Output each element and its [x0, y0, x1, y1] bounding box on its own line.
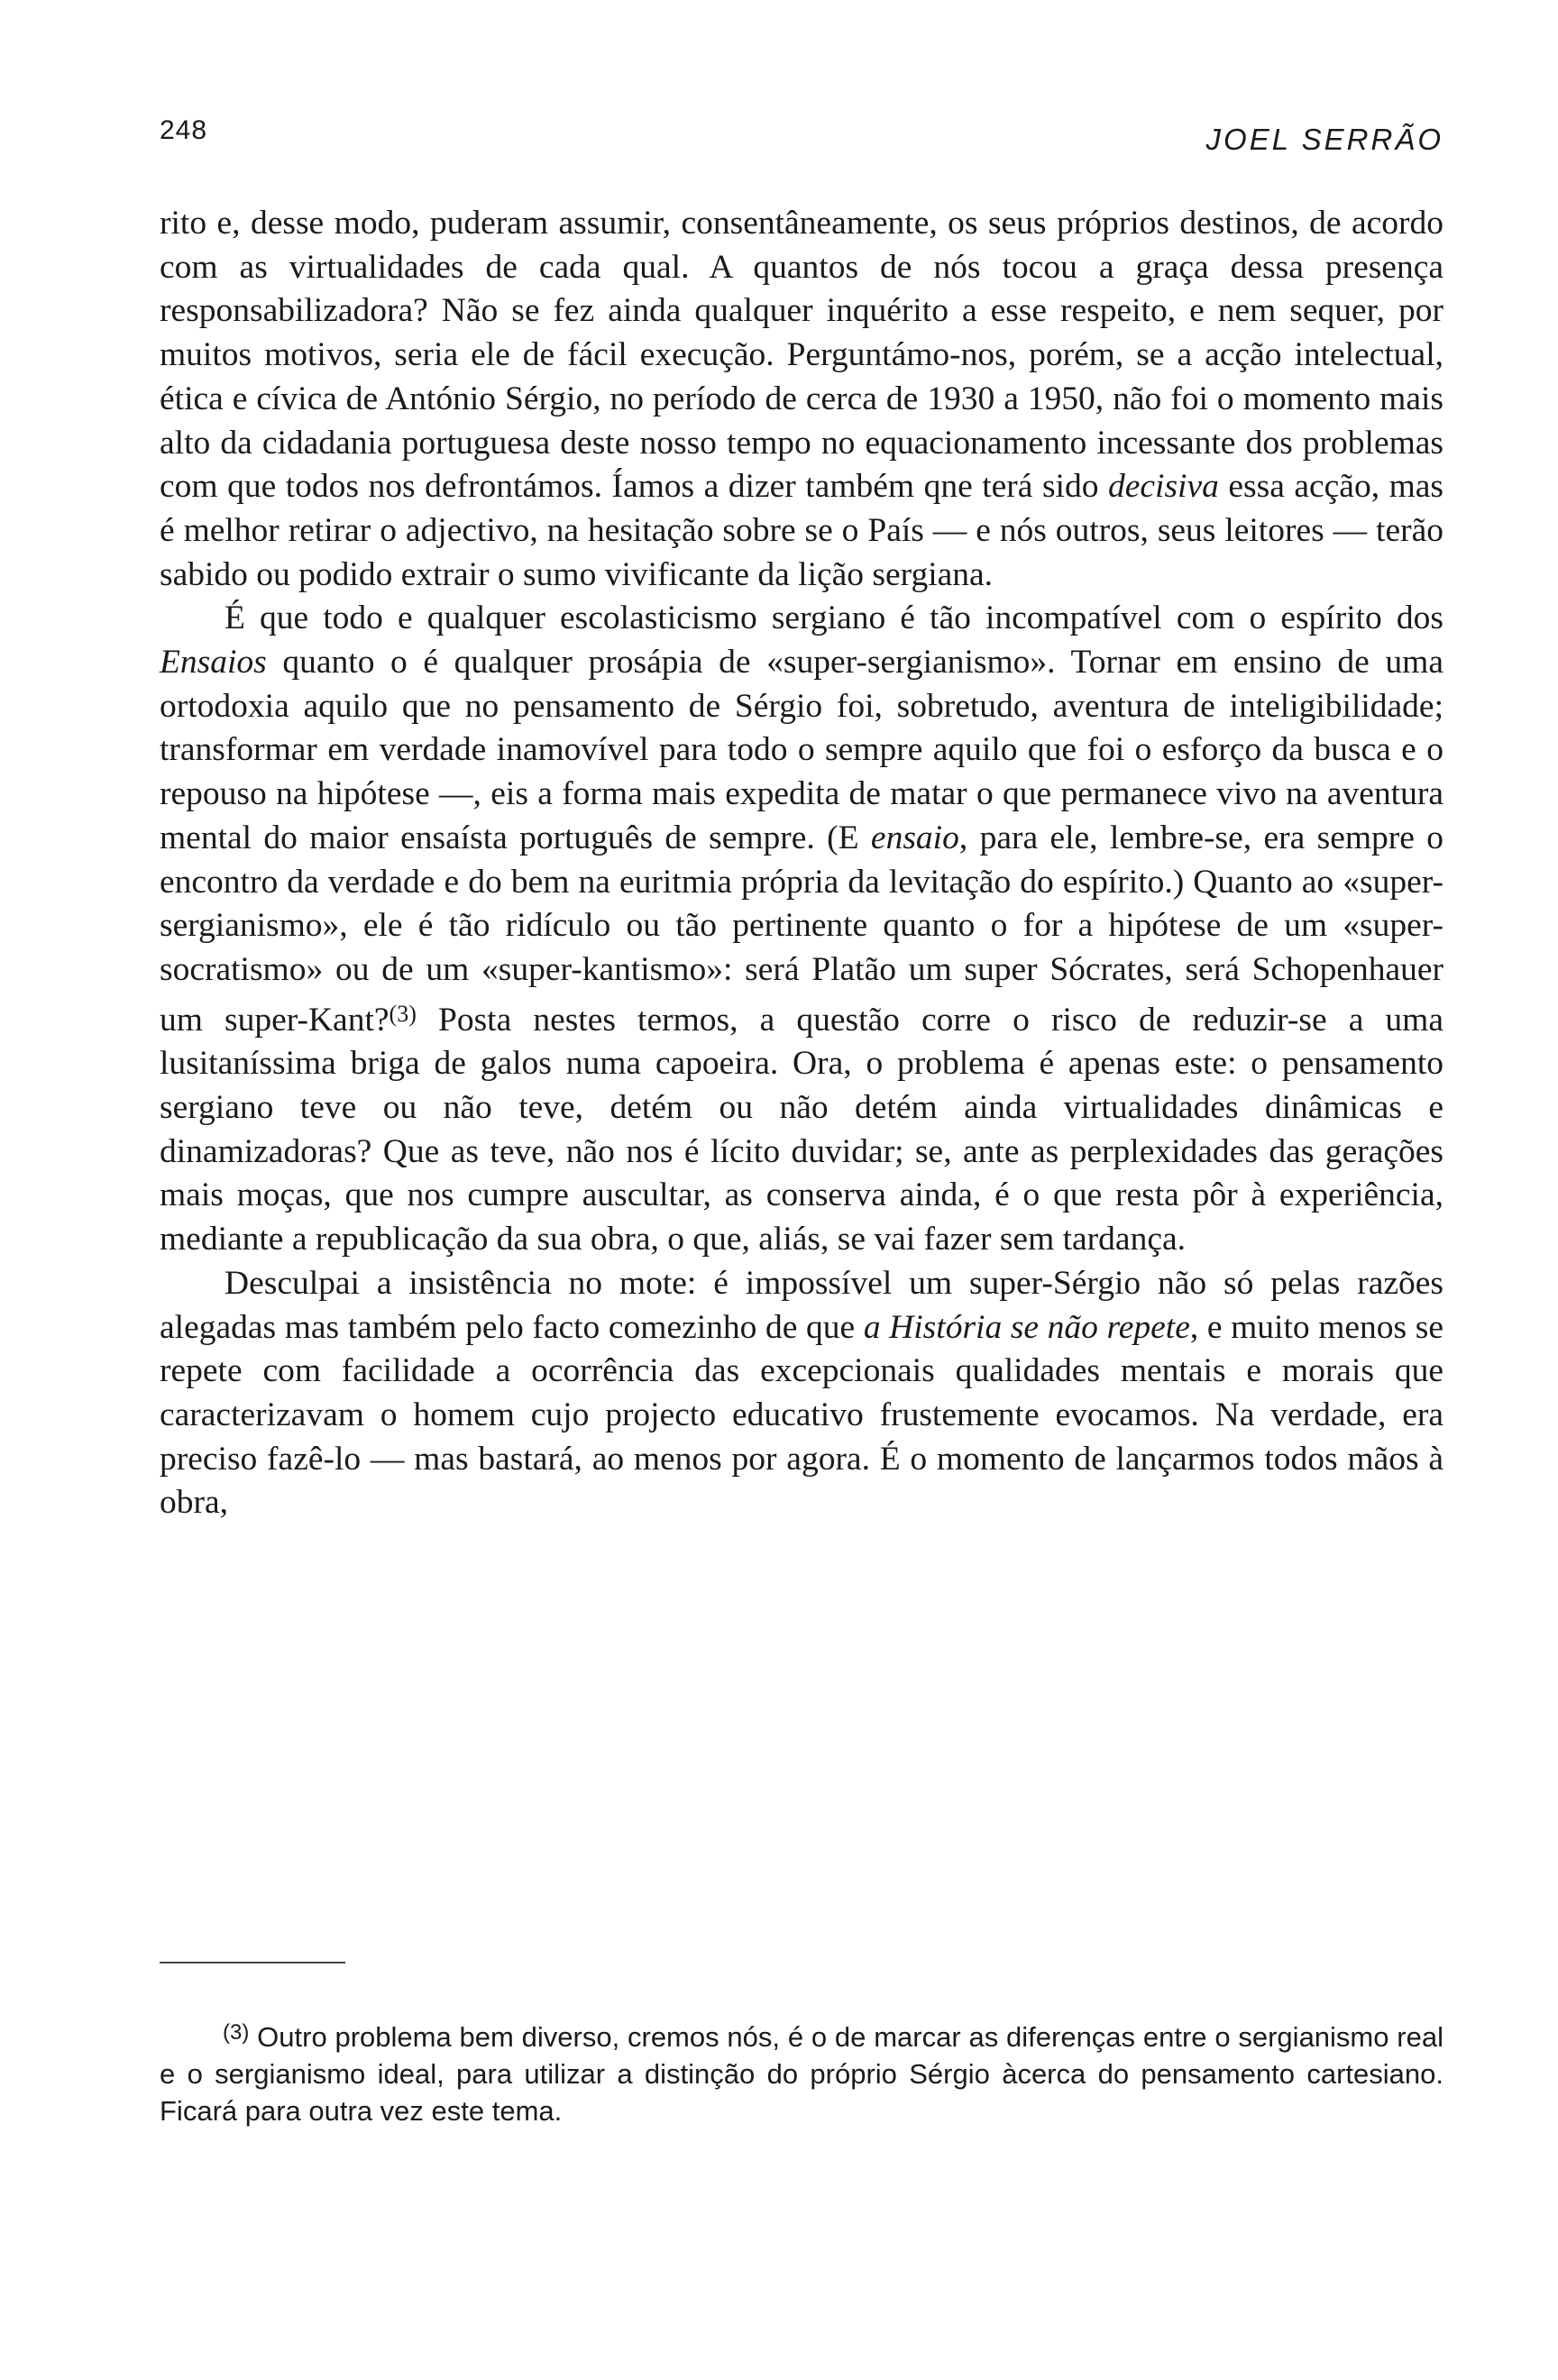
footnote-mark: (3) — [223, 2020, 250, 2045]
footnote-reference: (3) — [389, 1000, 417, 1027]
italic-text: a História se não repete — [863, 1308, 1190, 1346]
paragraph-1 — [160, 202, 1443, 597]
footnote-divider — [160, 1962, 345, 1964]
page-number: 248 — [160, 115, 208, 145]
text-run: quanto o é qualquer prosápia de «super-sergianismo». Tornar em ensino de uma ortodoxia aquilo que no pensamento de Sérgio foi, sobretudo, aventura de inteligibilidade; transformar em verdade inamovível para todo o sempre aquilo que foi o esforço da busca e o repouso na hipótese —, eis a forma mais expedita de matar o que permanece vivo na aventura mental do maior ensaísta português de sempre. (E — [160, 644, 1443, 856]
text-run: Posta nestes termos, a questão corre o risco de reduzir-se a uma lusitaníssima briga de galos numa capoeira. Ora, o problema é apenas este: o pensamento sergiano teve ou não teve, detém ou não detém ainda virtualidades dinâmicas e dinamizadoras? Que as teve, não nos é lícito duvidar; se, ante as perplexidades das gerações mais moças, que nos cumpre auscultar, as conserva ainda, é o que resta pôr à experiência, mediante a republicação da sua obra, o que, aliás, se vai fazer sem tardança. — [160, 1001, 1443, 1259]
text-run: , e muito menos se repete com facilidade a ocorrência das excepcionais qualidades mentais e morais que caracterizavam o homem cujo projecto educativo frustemente evocamos. Na verdade, era preciso fazê-lo — mas bastará, ao menos por agora. É o momento de lançarmos todos mãos à obra, — [160, 1308, 1444, 1522]
italic-text: decisiva — [1107, 468, 1219, 506]
text-run: , para ele, lembre-se, era sempre o encontro da verdade e do bem na euritmia própria da levitação do espírito.) Quanto ao «super-sergianismo», ele é tão ridículo ou tão pertinente quanto o for a hipótese de um «super-socratismo» ou de um «super-kantismo»: será Platão um super Sócrates, será Schopenhauer um super-Kant? — [160, 819, 1443, 1039]
body-text — [160, 202, 1443, 1525]
footnote-text: Outro problema bem diverso, cremos nós, é o de marcar as diferenças entre o sergianismo real e o sergianismo ideal, para utilizar a distinção do próprio Sérgio àcerca do pensamento cartesiano. Ficará para outra vez este tema. — [160, 2021, 1443, 2127]
text-run: É que todo e qualquer escolasticismo sergiano é tão incompatível com o espírito dos — [225, 600, 1443, 637]
text-run: rito e, desse modo, puderam assumir, consentâneamente, os seus próprios destinos, de acordo com as virtualidades de cada qual. A quantos de nós tocou a graça dessa presença responsabilizadora? Não se fez ainda qualquer inquérito a esse respeito, e nem sequer, por muitos motivos, seria ele de fácil execução. Perguntámo-nos, porém, se a acção intelectual, ética e cívica de António Sérgio, no período de cerca de 1930 a 1950, não foi o momento mais alto da cidadania portuguesa deste nosso tempo no equacionamento incessante dos problemas com que todos nos defrontámos. Íamos a dizer também qne terá sido — [160, 205, 1443, 506]
paragraph-2 — [160, 597, 1443, 1262]
footnote-3 — [160, 2014, 1443, 2129]
page-header — [160, 115, 1443, 162]
paragraph-3 — [160, 1262, 1443, 1525]
text-run: Desculpai a insistência no mote: é impossível um super-Sérgio não só pelas razões alegadas mas também pelo facto comezinho de que — [160, 1264, 1443, 1346]
italic-text: Ensaios — [160, 644, 267, 682]
running-head: JOEL SERRÃO — [1205, 123, 1443, 156]
footnotes — [160, 2014, 1443, 2129]
text-run: essa acção, mas é melhor retirar o adjectivo, na hesitação sobre se o País — e nós outros, seus leitores — terão sabido ou podido extrair o sumo vivificante da lição sergiana. — [160, 468, 1443, 593]
italic-text: ensaio — [870, 819, 959, 856]
